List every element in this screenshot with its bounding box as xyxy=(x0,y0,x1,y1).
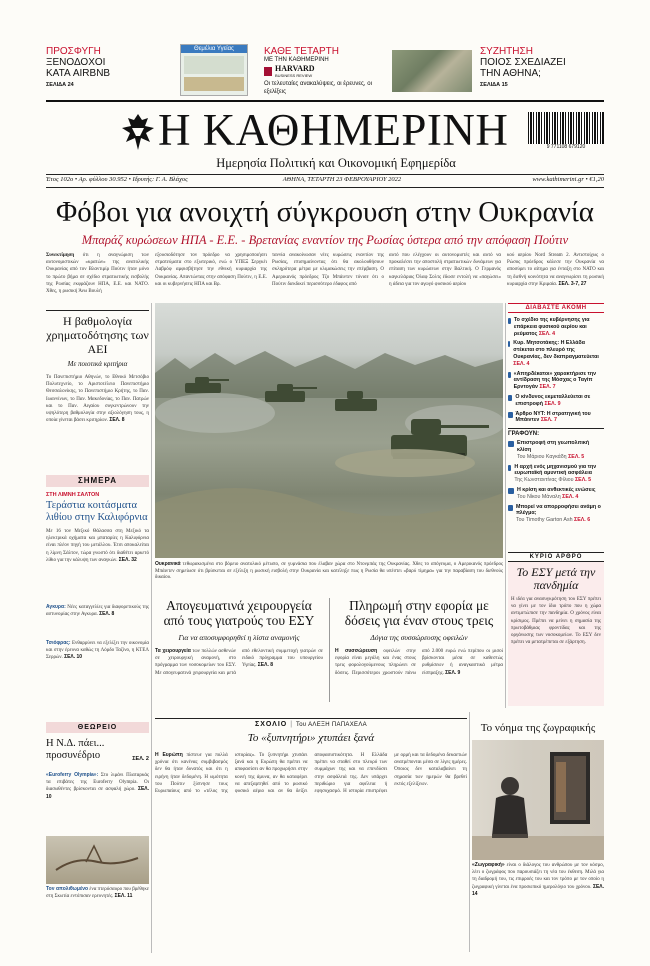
divider xyxy=(46,310,149,311)
aei-title: Η βαθμολογία χρηματοδότησης των ΑΕΙ xyxy=(46,314,149,356)
story-tax[interactable] xyxy=(335,598,503,677)
bullet-page: ΣΕΛ. 11 xyxy=(114,893,133,900)
item-author: Του Timothy Garton Ash xyxy=(515,517,573,524)
harvard-shield-icon xyxy=(264,67,272,76)
esy-bold: Τα χειρουργεία xyxy=(155,648,191,654)
item-page: ΣΕΛ. 6 xyxy=(574,517,591,524)
item-text: Η αρχή ενός μηχανισμού για την ευρωπαϊκή αμυντική ασφάλεια xyxy=(514,463,597,477)
read-more-item[interactable] xyxy=(508,394,604,408)
divider xyxy=(505,303,506,708)
item-page: ΣΕΛ. 7 xyxy=(539,384,556,391)
divider xyxy=(329,598,330,702)
art-body: είναι ο διάλογος του ανθρώπου με τον κόσμο, λέει ο ζωγράφος που παρουσιάζει τη νέα του έκθεση. Μιλά για τη διαδρομή του, τις επιρροές του και τον τρόπο με τον οποίο η ζωγραφική γίνεται ένα προσωπικό ημερολόγιο του χρόνου. xyxy=(472,863,605,890)
masthead-emblem-icon xyxy=(118,110,158,154)
graphoun-header: ΓΡΑΦΟΥΝ: xyxy=(508,428,604,437)
lead-pages: ΣΕΛ. 3-7, 27 xyxy=(558,280,587,287)
esy-deck: Για να αποσυμφορηθεί η λίστα αναμονής xyxy=(178,633,300,642)
lead-col-2 xyxy=(155,252,267,288)
item-author: Του Νίκου Μάναλη xyxy=(517,493,561,500)
bullet-text: Ενθαρρύνει να εξελίξει την οικονομία και στην έρευνα καθώς τη Λόρδο Ταζίνο, η ΚΤΕΛ Σερρών. xyxy=(46,641,149,661)
opinion-item[interactable] xyxy=(508,440,604,460)
item-page: ΣΕΛ. 7 xyxy=(540,417,557,424)
item-text: Κυρ. Μητσοτάκης: Η Ελλάδα στέκεται στο πλευρό της Ουκρανίας, δεν διαπραγματεύεται xyxy=(513,340,599,360)
divider xyxy=(46,100,604,102)
lead-headline[interactable]: Φόβοι για ανοιχτή σύγκρουση στην Ουκρανία xyxy=(56,196,594,228)
bullet-euroferry[interactable] xyxy=(46,772,149,801)
lead-col-text: αυτό που ελέγχουν οι αυτονομιστές και αυτό να προκαλέσει την αποστολή στρατιωτικών δυνάμεων για επίταση των κυρώσεων στην Βαλτική. Ο Γερμανός καγκελάριος Όλαφ Σολτς έδωσε εντολή να «παγώσει» η άδεια για τον αγωγό φυσικού αερίου xyxy=(389,253,501,287)
esy-page: ΣΕΛ. 8 xyxy=(257,662,274,669)
read-more-item[interactable] xyxy=(508,340,604,367)
hbr-brand-sub: BUSINESS REVIEW xyxy=(275,73,313,78)
lead-col-text: ότι η αναγνώριση των αυτονομιστικών «κρατών» της ανατολικής Ουκρανίας από τον Βλαντιμίρ Πούτιν ήταν μόνο το πρώτο βήμα σε σχέδιο στρατιωτικής εισβολής της Ρωσίας εκφράζουν ΗΠΑ, Ε.Ε. και ΝΑΤΟ. Χθες, η ρωσική Άνω Βουλή xyxy=(46,253,149,295)
item-text: Επιστροφή στη γεωπολιτική κλίση xyxy=(516,440,590,453)
aei-deck: Με ποιοτικά κριτήρια xyxy=(67,360,128,368)
editorial-title: Το ΕΣΥ μετά την πανδημία xyxy=(516,565,596,592)
caption-bold: Ουκρανικά xyxy=(155,561,181,567)
caption-text: τεθωρακισμένα στο βόρειο ανατολικό μέτωπο, σε γυμνάσια που έλαβαν χώρα στο Ντονμπάς της Ουκρανίας. Χθες το απόγευμα, ο Αμερικανός πρόεδρος Μπάιντεν σημείωσε ότι βρίσκεται σε εξέλιξη η ρωσική εισβολή στην Ουκρανία και κατέληξε πως η Ρωσία θα υπέστει «βαρύ τίμημα» για την παραβίαση του διεθνούς δικαίου. xyxy=(155,562,503,580)
check-icon xyxy=(508,488,514,494)
esy-body: των πολλών ασθενών σε χειρουργική αναμονή, στο πρόγραμμα των νοσοκομείων του ΕΣΥ. Με απογευματινά χειρουργεία και μετά από εθελοντική συμμετοχή γιατρών σε ειδικό πρόγραμμα του υπουργείου Υγείας. xyxy=(155,649,323,676)
teaser-hotels[interactable] xyxy=(46,46,174,88)
read-more-item[interactable] xyxy=(508,411,604,425)
website-price[interactable]: www.kathimerini.gr • €1,20 xyxy=(532,176,604,183)
lead-intro: Συνεκτίμηση xyxy=(46,253,75,258)
teaser-kicker: ΚΑΘΕ ΤΕΤΑΡΤΗ xyxy=(264,46,339,57)
comment-bold: Η Ευρώπη xyxy=(155,752,183,758)
item-page: ΣΕΛ. 4 xyxy=(513,360,530,367)
teaser-page: ΣΕΛΙΔΑ 15 xyxy=(480,82,508,88)
item-author: Της Κωνσταντίνας Φίλιου xyxy=(514,477,574,484)
lead-col-text: ταννία ανακοίνωσαν νέες κυρώσεις εναντίον της Ρωσίας, επισημαίνοντας ότι θα ακολουθήσουν σκληρότερα μέτρα με κλιμακώσεις την επέμβαση. Ο Αμερικανός πρόεδρος Τζο Μπάιντεν τόνισε ότι ο Πούτιν διεκδικεί περισσότερο έδαφος από xyxy=(272,253,384,287)
nd-page: ΣΕΛ. 2 xyxy=(132,756,149,762)
teaser-athens[interactable] xyxy=(480,46,610,88)
teaser-hbr[interactable] xyxy=(264,46,374,96)
comment-body: πίστευε για πολλά χρόνια ότι κανένας συμβιβασμός δεν θα ήταν δυνατός και ότι η ειρήνη ήταν δεδομένη. Η ωμότητα του Πούτιν ξύπνησε τους Ευρωπαίους από το «τέλος της ιστορίας». Το ξυπνητήρι χτυπάει ξανά και η Ευρώπη θα πρέπει να αποφασίσει αν θα προχωρήσει στην κοινή της άμυνα, αν θα καταφέρει να απεξαρτηθεί από το ρωσικό φυσικό αέριο και αν θα δείξει αποφασιστικότητα. Η Ελλάδα πρέπει να σταθεί στο πλευρό των συμμάχων της και να επενδύσει στην ασφάλειά της. Δεν υπάρχει περιθώριο για αφέλεια ή εφησυχασμό. Η ιστορία επιστρέφει με ορμή και τα δεδομένα δεκαετιών ανατρέπονται μέσα σε λίγες ημέρες. Όποιος δεν καταλαβαίνει τη σημασία των ημερών θα βρεθεί εκτός εξελίξεων. xyxy=(155,753,467,795)
bullet-title: Αγκυρα: xyxy=(46,604,66,610)
bullet-tsiofras[interactable] xyxy=(46,640,149,662)
teaser-sub: ΜΕ ΤΗΝ ΚΑΘΗΜΕΡΙΝΗ xyxy=(264,57,329,63)
check-icon xyxy=(508,412,513,418)
item-text: Άρθρο NYT: Η στρατηγική του Μπάιντεν xyxy=(515,410,591,424)
check-icon xyxy=(508,341,510,347)
comment-author: Του ΑΛΕΞΗ ΠΑΠΑΧΕΛΑ xyxy=(295,722,367,728)
bullet-title: «Euroferry Olympia»: xyxy=(46,772,99,778)
bullet-text: ένα πτερόσαυρο που βρέθηκε στη Σκωτία εντόπισαν ερευνητές. xyxy=(46,887,149,900)
bullet-text: Νέες καταγγελίες για διαφορετικούς της αστυνομίας στην Αγκυρα. xyxy=(46,605,149,618)
edition-date: ΑΘΗΝΑ, ΤΕΤΑΡΤΗ 23 ΦΕΒΡΟΥΑΡΙΟΥ 2022 xyxy=(282,176,402,183)
comment-label: ΣΧΟΛΙΟ xyxy=(255,721,288,728)
opinion-item[interactable] xyxy=(508,504,604,524)
item-text: Ο κίνδυνος εκμεταλλεύεται σε επιστροφή xyxy=(515,393,591,407)
tax-body: οφειλών στην εφορία είναι μεγάλη και ένας στους τρεις φορολογούμενους πληρώνει σε δόσεις. Περισσότεροι χρωστούν πάνω από 2.000 ευρώ ενώ περίπου οι μισοί βρίσκονται μέσα σε καθεστώς ρυθμίσεων ή αναγκαστικά μέτρα είσπραξης. xyxy=(335,649,503,676)
section-theoreio: ΘΕΩΡΕΙΟ xyxy=(46,722,149,733)
editorial-text: Η ιδέα για ανασυγκρότηση του ΕΣΥ πρέπει να γίνει με τον ίδιο τρόπο που η χώρα αντιμετώπισε την πανδημία. Ο χρόνος είναι κρίσιμος. Πρέπει να μείνει η σημασία της πρωτοβάθμιας φροντίδας και της οργάνωσης των νοσοκομείων. Το ΕΣΥ δεν πρέπει να μετατρέπεται σε εξάρτηση. xyxy=(511,597,601,646)
divider xyxy=(46,174,604,175)
lithium-page: ΣΕΛ. 32 xyxy=(118,556,137,563)
lithium-kicker: ΣΤΗ ΛΙΜΝΗ ΣΑΛΤΟΝ xyxy=(46,492,100,498)
lead-deck: Μπαράζ κυρώσεων ΗΠΑ - Ε.Ε. - Βρετανίας εναντίον της Ρωσίας ύστερα από την απόφαση Πούτιν xyxy=(81,233,569,247)
story-esy-surgery[interactable] xyxy=(155,598,323,677)
bullet-page: ΣΕΛ. 10 xyxy=(46,786,150,800)
check-icon xyxy=(508,318,511,324)
pterosaur-photo xyxy=(46,836,149,884)
lead-col-1 xyxy=(46,252,149,295)
teaser-title-line2: ΚΑΤΑ AIRBNB xyxy=(46,68,111,79)
teaser-title-line2: ΤΗΝ ΑΘΗΝΑ; xyxy=(480,68,541,79)
lithium-story[interactable] xyxy=(46,492,149,564)
art-photo xyxy=(472,740,604,860)
comment-title[interactable]: Το «ξυπνητήρι» χτυπάει ξανά xyxy=(247,732,375,744)
read-more-item[interactable] xyxy=(508,371,604,391)
divider xyxy=(151,303,152,953)
check-icon xyxy=(508,395,512,401)
item-page: ΣΕΛ. 5 xyxy=(568,453,585,460)
item-text: Μπορεί να απορροφήσει ανάμη ο πλέγμα; xyxy=(515,503,601,517)
bullet-title: Τσιόφρας: xyxy=(46,640,71,646)
read-more-header: ΔΙΑΒΑΣΤΕ ΑΚΟΜΗ xyxy=(508,303,604,313)
item-author: Του Μάριου Καγκάδη xyxy=(516,453,567,460)
item-page: ΣΕΛ. 5 xyxy=(574,477,592,484)
barcode xyxy=(528,112,604,152)
tax-bold: Η συσσώρευση xyxy=(335,648,378,654)
lead-col-3 xyxy=(272,252,384,288)
comment-header: ΣΧΟΛΙΟ | Του ΑΛΕΞΗ ΠΑΠΑΧΕΛΑ xyxy=(155,713,467,731)
read-more-box xyxy=(508,303,604,527)
divider xyxy=(469,712,470,952)
item-page: ΣΕΛ. 4 xyxy=(562,493,579,500)
tax-deck: Δόγια της συσσώρευσης οφειλών xyxy=(370,633,468,642)
item-page: ΣΕΛ. 4 xyxy=(538,330,556,337)
masthead-title: Η ΚΑΘΗΜΕΡΙΝΗ xyxy=(158,105,509,155)
art-bold: «Ζωγραφική» xyxy=(472,862,505,868)
opinion-item[interactable] xyxy=(508,464,604,484)
comment-text xyxy=(155,752,467,952)
bullet-page: ΣΕΛ. 10 xyxy=(64,654,83,661)
bullet-page: ΣΕΛ. 8 xyxy=(99,611,115,618)
aei-page: ΣΕΛ. 8 xyxy=(109,417,125,424)
edition-info: Έτος 102ο • Αρ. φύλλου 30.952 • Ιδρυτής: Γ. Α. Βλάχος xyxy=(46,176,188,183)
lead-photo[interactable] xyxy=(155,303,503,558)
teaser-title-line1: ΞΕΝΟΔΟΧΟΙ xyxy=(46,57,106,68)
teaser-kicker: ΣΥΖΗΤΗΣΗ xyxy=(480,46,533,57)
lithium-title: Τεράστια κοιτάσματα λιθίου στην Καλιφόρνια xyxy=(46,500,148,523)
editorial-kicker: ΚΥΡΙΟ ΑΡΘΡΟ xyxy=(508,552,604,562)
art-text xyxy=(472,862,604,898)
divider xyxy=(46,187,604,188)
bullet-title: Τον απολιθωμένο xyxy=(46,886,89,892)
lead-col-4 xyxy=(389,252,501,288)
lead-col-5 xyxy=(507,252,604,288)
lead-col-text: εξουσιοδότησε τον πρόεδρο να χρησιμοποιήσει στρατεύματα στο εξωτερικό, ενώ ο ΥΠΕΞ Σεργκέι Λαβρόφ αμφισβήτησε την εθνική κυριαρχία της Ουκρανίας. Απαντώντας στην απόφαση Πούτιν, η Ε.Ε. και οι κυβερνήσεις ΗΠΑ και Βρ. xyxy=(155,253,267,287)
photo-caption xyxy=(155,561,503,582)
editorial-box[interactable] xyxy=(508,552,604,706)
nd-story[interactable] xyxy=(46,738,149,762)
check-icon xyxy=(508,441,514,447)
item-text: Το σχέδιο της κυβέρνησης για επάρκεια φυσικού αερίου και ρεύματος xyxy=(513,317,590,337)
esy-text xyxy=(155,648,323,677)
art-page: ΣΕΛ. 14 xyxy=(472,883,604,897)
teaser-title-line1: ΠΟΙΟΣ ΣΧΕΔΙΑΖΕΙ xyxy=(480,57,566,68)
teaser-kicker: ΠΡΟΣΦΥΓΗ xyxy=(46,46,101,57)
aei-text xyxy=(46,374,149,424)
bullet-pterosaur[interactable] xyxy=(46,886,149,900)
nd-title: Η Ν.Δ. πάει... προσυνέδριο xyxy=(46,738,105,761)
check-icon xyxy=(508,372,511,378)
read-more-item[interactable] xyxy=(508,317,604,337)
tax-page: ΣΕΛ. 9 xyxy=(445,669,461,676)
item-text: «Απηρδέκατοι» χαρακτήρισε την αντίδραση της Μόσχας ο Ταγίπ Ερντογάν xyxy=(513,370,597,391)
teaser-photo[interactable] xyxy=(392,50,472,92)
lead-col-text: κού αερίου Nord Stream 2. Αντιστοίχως ο Ρώσος πρόεδρος κάλεσε την Ουκρανία να αποσύρει το αίτημα για ένταξη στο ΝΑΤΟ και τη διεθνή κοινότητα να αναγνωρίσει τη ρωσική κυριαρχία στην Κριμαία. xyxy=(507,253,604,287)
teaser-text: Οι τελευταίες ανακαλύψεις, οι έρευνες, οι εξελίξεις xyxy=(264,81,372,95)
esy-title: Απογευματινά χειρουργεία από τους γιατρούς του ΕΣΥ xyxy=(163,598,315,628)
art-title[interactable]: Το νόημα της ζωγραφικής xyxy=(480,722,596,734)
item-text: Η κρίση και ανθεκτικές ενώσεις xyxy=(517,486,596,493)
check-icon xyxy=(508,465,511,471)
masthead-subtitle: Ημερησία Πολιτική και Οικονομική Εφημερίδα xyxy=(216,156,456,170)
hbr-brand: HARVARD xyxy=(275,64,315,73)
tax-title: Πληρωμή στην εφορία με δόσεις για έναν στους τρεις xyxy=(344,598,494,628)
aei-story[interactable] xyxy=(46,314,149,424)
lithium-text xyxy=(46,528,149,564)
check-icon xyxy=(508,505,513,511)
section-today: ΣΗΜΕΡΑ xyxy=(46,475,149,487)
magazine-thumbnail[interactable] xyxy=(180,44,248,96)
bullet-text: Στο λιμάνι Πλαταρκάς τα επιβάτες της Euroferry Olympia. Οι διασωθέντες βρίσκονται σε ασφαλή χώρο. xyxy=(46,773,149,793)
teaser-page: ΣΕΛΙΔΑ 24 xyxy=(46,82,74,88)
barcode-number: 9 771108 679120 xyxy=(546,144,586,150)
aei-body: Το Πανεπιστήμιο Αθηνών, το Εθνικό Μετσόβιο Πολυτεχνείο, το Αριστοτέλειο Πανεπιστήμιο Θεσσαλονίκης, το Πανεπιστήμιο Κρήτης, το Παν. Ιωαννίνων, το Παν. Μακεδονίας, το Παν. Πατρών και το Παν. Αιγαίου συγκεντρώνουν την υψηλότερη βαθμολογία στην αξιολόγηση τους, η οποία γίνεται βάσει κριτηρίων. xyxy=(46,375,149,424)
bullet-ankara[interactable] xyxy=(46,604,149,618)
lithium-body: Με 16 τον Μεξικό Θάλασσα στη Μεξικό τα ηλεκτρικά οχήματα και μπαταρίες η Καλιφόρνια είναι πλέον πηγή του μετάλλου. Έτσι αποκαλείται η λίμνη Σάλτον, τώρα γνωστό ότι διαθέτει αρκετό λίθιο για την κάλυψη των αναγκών. xyxy=(46,529,149,563)
item-page: ΣΕΛ. 9 xyxy=(544,400,561,407)
tax-text xyxy=(335,648,503,677)
magazine-title: Θεμέλια Υγείας xyxy=(181,45,247,53)
opinion-item[interactable] xyxy=(508,487,604,501)
